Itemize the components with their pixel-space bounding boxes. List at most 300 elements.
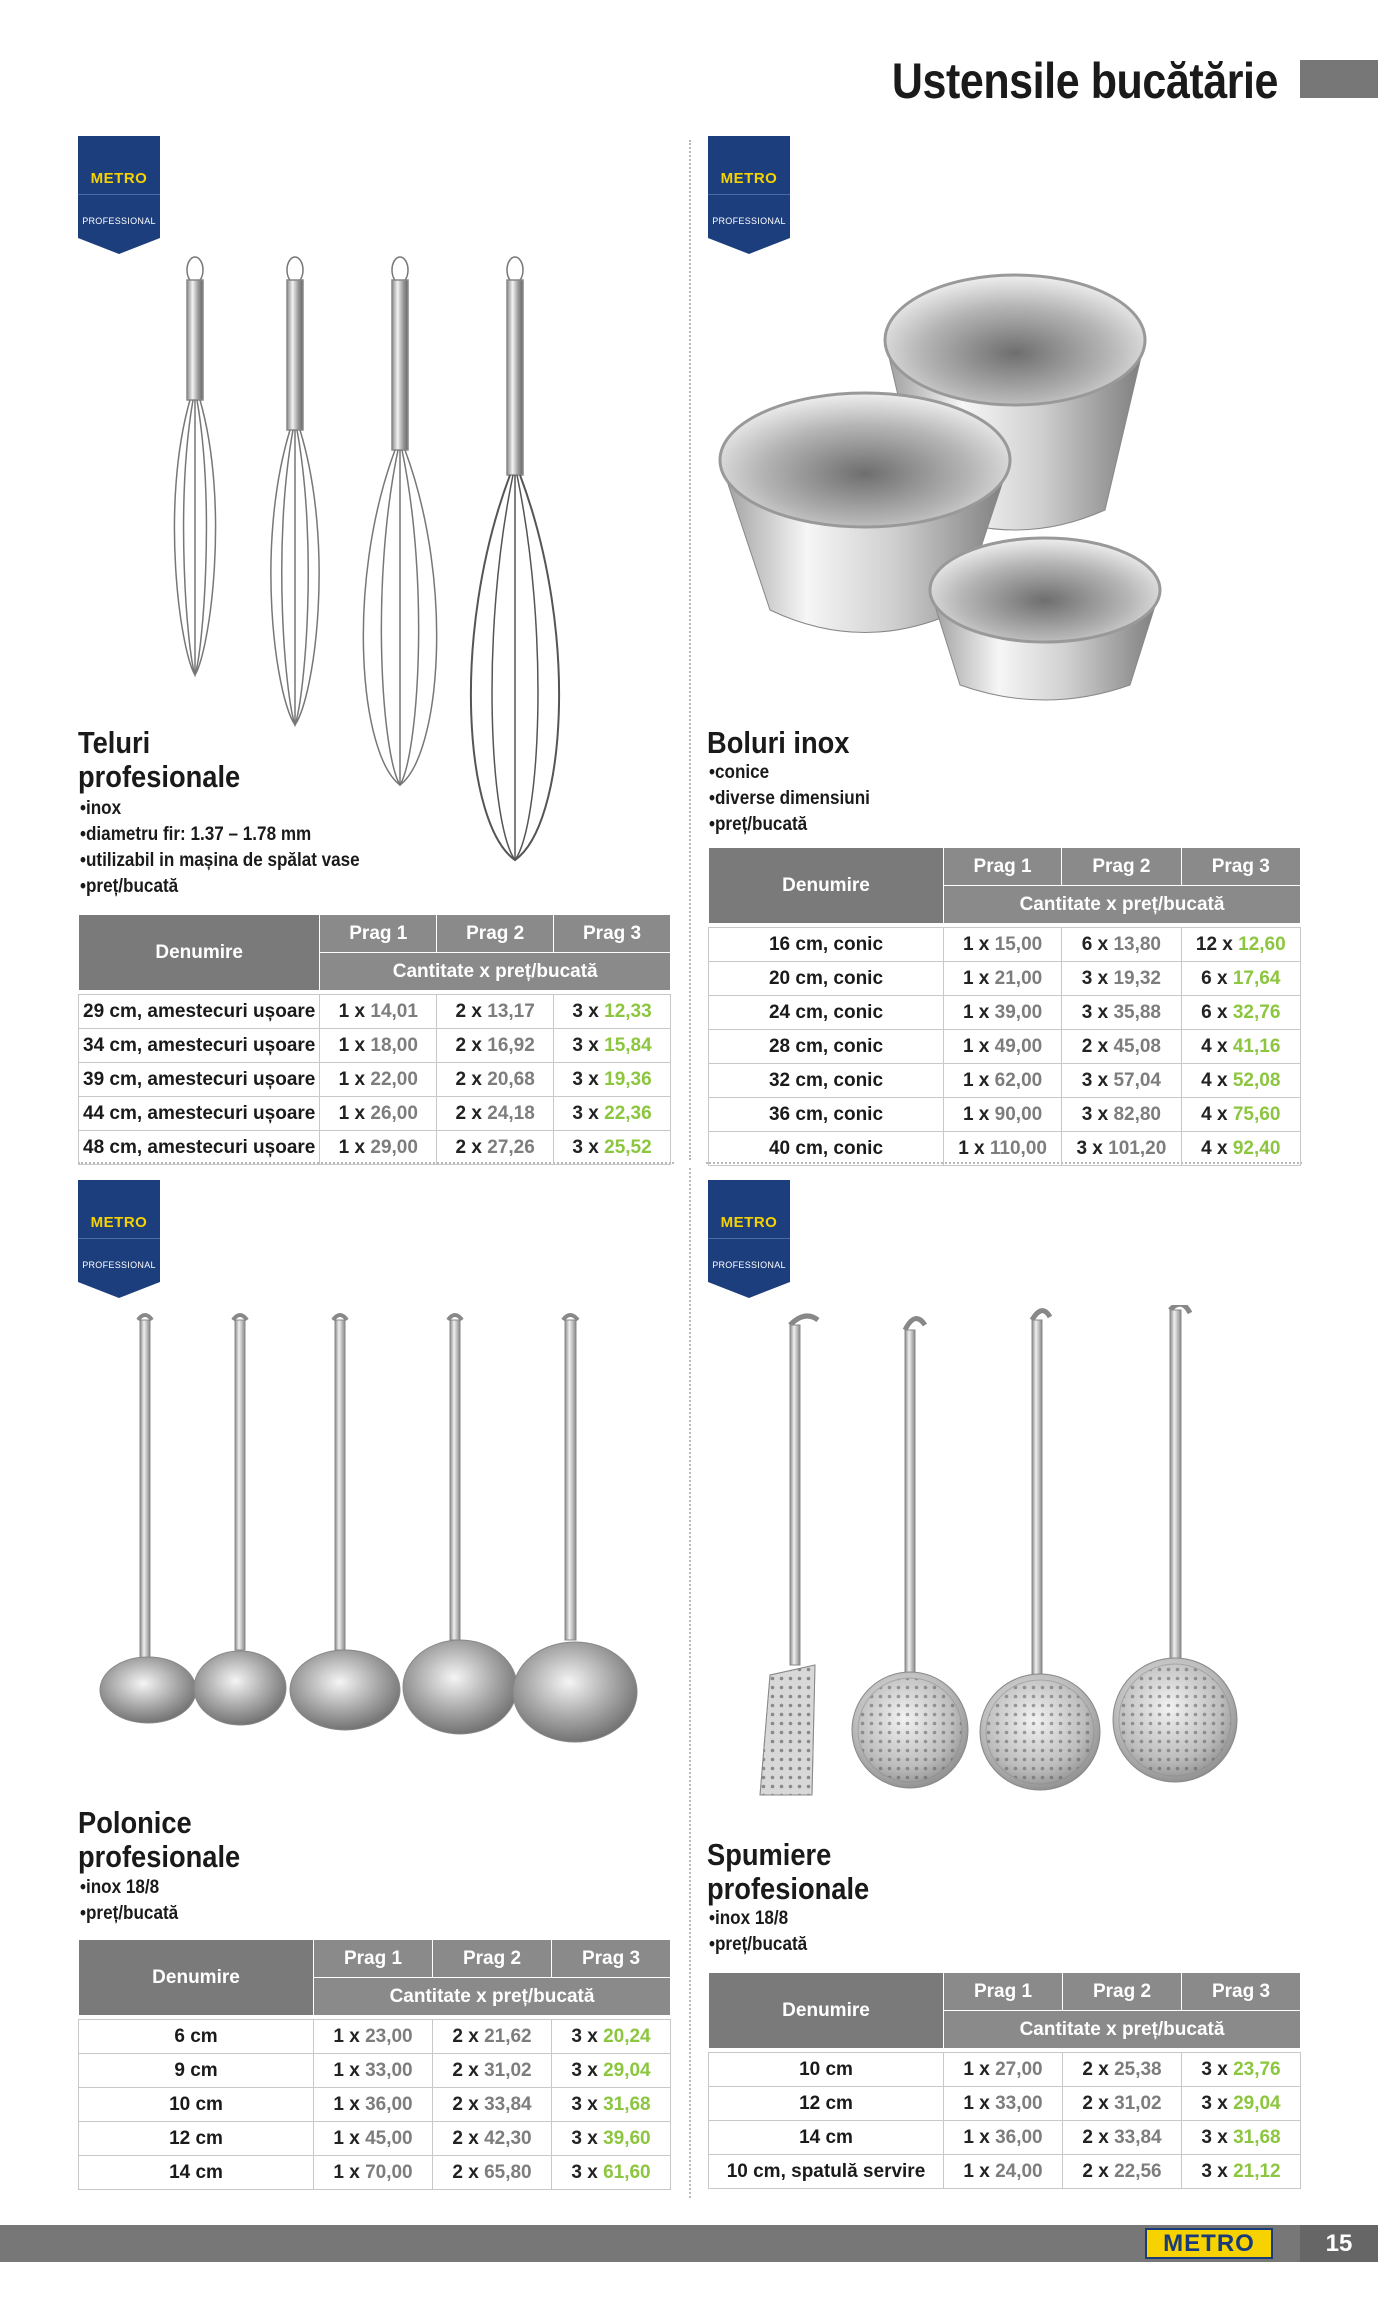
page-title: Ustensile bucătărie [891,53,1278,109]
quantity-text: 2 x [452,2161,479,2183]
tier1-price-cell [944,2053,1063,2087]
price-text: 24,00 [995,2160,1043,2182]
col-name-header: Denumire [79,1940,314,2016]
quantity-text: 1 x [333,2093,360,2115]
tier3-price-cell [1182,2155,1301,2189]
price-text: 20,68 [487,1068,535,1090]
tier1-price-cell [320,1063,437,1097]
quantity-text: 2 x [1082,2160,1109,2182]
price-text: 31,02 [484,2059,532,2081]
quantity-text: 2 x [452,2025,479,2047]
tier3-price-cell [1181,996,1300,1030]
table-row [709,2087,1301,2121]
tier3-header: Prag 3 [554,915,671,953]
table-row [709,1030,1301,1064]
tier3-price-cell [552,2020,671,2054]
tier2-header: Prag 2 [437,915,554,953]
price-text: 15,84 [604,1034,652,1056]
price-text: 39,60 [603,2127,651,2149]
tier2-price-cell [437,1097,554,1131]
product-name-cell: 48 cm, amestecuri ușoare [79,1131,320,1165]
product-name-cell: 28 cm, conic [709,1030,944,1064]
tier3-price-cell [552,2054,671,2088]
ladles-image [90,1310,670,1780]
price-text: 31,68 [603,2093,651,2115]
bowls-title-line1: Boluri inox [707,725,850,760]
price-text: 33,84 [1114,2126,1162,2148]
page-number: 15 [1300,2225,1378,2262]
price-text: 33,00 [995,2092,1043,2114]
tier3-price-cell [1181,1030,1300,1064]
feature-item: • preț/bucată [709,1932,807,1958]
table-row [79,1029,671,1063]
quantity-text: 3 x [572,1034,599,1056]
price-text: 18,00 [370,1034,418,1056]
quantity-text: 2 x [455,1136,482,1158]
tier2-price-cell [433,2156,552,2190]
badge-professional-text: PROFESSIONAL [82,216,156,226]
whisks-price-table [78,914,671,1165]
quantity-text: 3 x [571,2127,598,2149]
tier2-price-cell [1062,996,1181,1030]
quantity-text: 1 x [958,1137,985,1159]
ladles-price-table [78,1939,671,2190]
price-text: 17,64 [1232,967,1281,989]
tier1-price-cell [944,1132,1062,1166]
tier1-price-cell [944,962,1062,996]
tier3-price-cell [1182,2087,1301,2121]
tier3-header: Prag 3 [1181,848,1300,886]
quantity-text: 2 x [1082,2092,1109,2114]
quantity-text: 2 x [452,2059,479,2081]
quantity-text: 1 x [962,1069,990,1091]
quantity-text: 4 x [1201,1103,1228,1125]
price-text: 25,38 [1114,2058,1162,2080]
quantity-text: 1 x [962,1035,990,1057]
quantity-text: 2 x [1082,2126,1109,2148]
price-text: 19,36 [604,1068,652,1090]
product-name-cell: 12 cm [709,2087,944,2121]
price-text: 21,12 [1233,2160,1281,2182]
quantity-text: 3 x [1201,2092,1228,2114]
quantity-text: 3 x [571,2093,598,2115]
table-row [79,2156,671,2190]
price-text: 15,00 [994,933,1043,955]
price-text: 42,30 [484,2127,532,2149]
product-name-cell: 10 cm [79,2088,314,2122]
tier1-price-cell [320,995,437,1029]
table-row [79,2054,671,2088]
quantity-text: 2 x [455,1034,482,1056]
price-text: 13,80 [1113,933,1161,955]
price-text: 39,00 [994,1001,1043,1023]
quantity-text: 3 x [572,1136,599,1158]
quantity-text: 3 x [1201,2058,1228,2080]
tier3-price-cell [552,2156,671,2190]
price-text: 49,00 [994,1035,1043,1057]
product-name-cell: 40 cm, conic [709,1132,944,1166]
price-text: 22,00 [370,1068,418,1090]
tier2-price-cell [433,2088,552,2122]
quantity-text: 1 x [338,1034,366,1056]
table-row [709,1098,1301,1132]
quantity-text: 1 x [962,933,990,955]
quantity-text: 1 x [333,2059,360,2081]
quantity-text: 1 x [963,2126,990,2148]
table-row [709,2121,1301,2155]
price-text: 82,80 [1113,1103,1161,1125]
table-row [709,962,1301,996]
tier2-price-cell [437,1063,554,1097]
price-text: 16,92 [487,1034,535,1056]
table-row [709,996,1301,1030]
feature-item: • preț/bucată [80,874,360,900]
table-row [79,1131,671,1165]
quantity-text: 3 x [1201,2160,1228,2182]
col-name-header: Denumire [709,848,944,924]
col-name-header: Denumire [79,915,320,991]
tier1-price-cell [944,2155,1063,2189]
badge-professional-text: PROFESSIONAL [712,1260,786,1270]
quantity-text: 2 x [455,1000,482,1022]
product-name-cell: 39 cm, amestecuri ușoare [79,1063,320,1097]
table-row [709,1132,1301,1166]
whisks-title-line2: profesionale [78,759,241,794]
quantity-text: 4 x [1201,1069,1228,1091]
tier2-price-cell [437,1131,554,1165]
price-text: 23,76 [1233,2058,1281,2080]
tier2-price-cell [433,2122,552,2156]
tier1-header: Prag 1 [944,1973,1063,2011]
product-name-cell: 44 cm, amestecuri ușoare [79,1097,320,1131]
price-text: 33,00 [365,2059,413,2081]
skimmers-features [709,1906,807,1958]
price-text: 26,00 [370,1102,418,1124]
metro-professional-badge [78,1180,160,1298]
quantity-text: 3 x [571,2025,598,2047]
quantity-text: 3 x [572,1102,599,1124]
skimmers-image [750,1305,1270,1815]
tier3-price-cell [1181,1064,1300,1098]
tier1-price-cell [944,1098,1062,1132]
price-text: 36,00 [365,2093,413,2115]
product-name-cell: 36 cm, conic [709,1098,944,1132]
feature-item: • preț/bucată [709,812,870,838]
feature-item: • utilizabil in mașina de spălat vase [80,848,360,874]
tier3-price-cell [554,1097,671,1131]
ladles-title-line1: Polonice [78,1805,192,1840]
tier2-price-cell [1062,962,1181,996]
feature-item: • preț/bucată [80,1901,178,1927]
bowls-features [709,760,870,838]
skimmers-title-line1: Spumiere [707,1837,832,1872]
tier1-price-cell [320,1029,437,1063]
quantity-text: 1 x [333,2025,360,2047]
tier2-price-cell [1063,2087,1182,2121]
feature-item: • diverse dimensiuni [709,786,870,812]
metro-professional-badge [78,136,160,254]
ladles-features [80,1875,178,1927]
tier2-price-cell [1062,1064,1181,1098]
title-accent-bar [1300,60,1378,98]
quantity-text: 6 x [1201,967,1228,989]
price-text: 22,56 [1114,2160,1162,2182]
tier2-header: Prag 2 [1063,1973,1182,2011]
tier1-price-cell [944,2121,1063,2155]
tier2-price-cell [1063,2155,1182,2189]
tier1-price-cell [314,2156,433,2190]
tier3-price-cell [1181,1132,1300,1166]
ladles-title [78,1806,240,1874]
quantity-text: 3 x [572,1068,599,1090]
product-name-cell: 14 cm [79,2156,314,2190]
tier3-price-cell [552,2122,671,2156]
tier2-price-cell [433,2054,552,2088]
price-text: 24,18 [487,1102,535,1124]
table-row [79,995,671,1029]
quantity-text: 3 x [1081,1069,1109,1091]
price-text: 27,00 [995,2058,1043,2080]
price-text: 32,76 [1232,1001,1281,1023]
product-name-cell: 12 cm [79,2122,314,2156]
tier1-price-cell [314,2088,433,2122]
ladles-title-line2: profesionale [78,1839,241,1874]
quantity-text: 4 x [1201,1137,1228,1159]
price-text: 75,60 [1232,1103,1281,1125]
price-text: 13,17 [487,1000,535,1022]
tier3-header: Prag 3 [1182,1973,1301,2011]
tier1-price-cell [944,1064,1062,1098]
tier3-header: Prag 3 [552,1940,671,1978]
quantity-text: 1 x [338,1102,366,1124]
tier2-price-cell [437,1029,554,1063]
subheader: Cantitate x preț/bucată [944,886,1301,924]
quantity-text: 1 x [338,1000,366,1022]
table-row [79,1097,671,1131]
quantity-text: 3 x [571,2059,598,2081]
price-text: 12,60 [1238,933,1286,955]
product-name-cell: 10 cm [709,2053,944,2087]
badge-metro-text: METRO [720,170,778,187]
bowls-image [715,260,1295,710]
tier1-header: Prag 1 [314,1940,433,1978]
quantity-text: 2 x [455,1102,482,1124]
col-name-header: Denumire [709,1973,944,2049]
tier1-header: Prag 1 [320,915,437,953]
tier1-price-cell [944,996,1062,1030]
tier1-price-cell [314,2054,433,2088]
quantity-text: 1 x [962,1001,990,1023]
quantity-text: 1 x [963,2058,990,2080]
quantity-text: 2 x [452,2093,479,2115]
quantity-text: 3 x [1081,967,1109,989]
metro-professional-badge [708,136,790,254]
price-text: 41,16 [1232,1035,1281,1057]
feature-item: • diametru fir: 1.37 – 1.78 mm [80,822,360,848]
subheader: Cantitate x preț/bucată [944,2011,1301,2049]
tier1-price-cell [320,1131,437,1165]
price-text: 22,36 [604,1102,652,1124]
quantity-text: 3 x [1201,2126,1228,2148]
tier3-price-cell [1181,962,1300,996]
metro-professional-badge [708,1180,790,1298]
quantity-text: 1 x [333,2127,360,2149]
whisks-title-line1: Teluri [78,725,151,760]
price-text: 101,20 [1108,1137,1167,1159]
price-text: 31,68 [1233,2126,1281,2148]
tier1-price-cell [314,2122,433,2156]
tier1-price-cell [944,2087,1063,2121]
tier3-price-cell [554,995,671,1029]
tier3-price-cell [1182,2121,1301,2155]
bowls-title [707,726,849,760]
quantity-text: 6 x [1081,933,1109,955]
bowls-price-table [708,847,1301,1166]
vertical-divider [689,140,691,1160]
tier1-price-cell [320,1097,437,1131]
price-text: 25,52 [604,1136,652,1158]
tier3-price-cell [554,1063,671,1097]
quantity-text: 1 x [962,1103,990,1125]
product-name-cell: 32 cm, conic [709,1064,944,1098]
price-text: 57,04 [1113,1069,1161,1091]
price-text: 33,84 [484,2093,532,2115]
tier2-price-cell [1062,1132,1181,1166]
product-name-cell: 14 cm [709,2121,944,2155]
price-text: 21,00 [994,967,1043,989]
feature-item: • inox 18/8 [709,1906,807,1932]
quantity-text: 2 x [452,2127,479,2149]
price-text: 62,00 [994,1069,1043,1091]
quantity-text: 1 x [962,967,990,989]
price-text: 110,00 [989,1137,1047,1159]
table-row [709,2155,1301,2189]
product-name-cell: 10 cm, spatulă servire [709,2155,944,2189]
tier2-price-cell [1062,928,1181,962]
price-text: 36,00 [995,2126,1043,2148]
tier1-price-cell [314,2020,433,2054]
quantity-text: 1 x [338,1136,366,1158]
price-text: 45,08 [1113,1035,1161,1057]
badge-metro-text: METRO [720,1214,778,1231]
quantity-text: 3 x [1081,1103,1109,1125]
footer-bar [0,2225,1300,2262]
price-text: 14,01 [370,1000,418,1022]
tier1-header: Prag 1 [944,848,1062,886]
price-text: 19,32 [1113,967,1161,989]
table-row [709,2053,1301,2087]
quantity-text: 2 x [1082,2058,1109,2080]
price-text: 90,00 [994,1103,1043,1125]
vertical-divider [689,1168,691,2198]
quantity-text: 3 x [1081,1001,1109,1023]
price-text: 29,04 [603,2059,651,2081]
tier2-header: Prag 2 [1062,848,1181,886]
skimmers-title [707,1838,869,1906]
price-text: 45,00 [365,2127,413,2149]
tier3-price-cell [554,1131,671,1165]
price-text: 92,40 [1232,1137,1281,1159]
quantity-text: 4 x [1201,1035,1228,1057]
quantity-text: 2 x [455,1068,482,1090]
tier3-price-cell [1181,928,1300,962]
tier2-price-cell [1063,2053,1182,2087]
price-text: 20,24 [603,2025,651,2047]
table-row [709,1064,1301,1098]
feature-item: • inox [80,796,360,822]
tier2-price-cell [433,2020,552,2054]
price-text: 29,04 [1233,2092,1281,2114]
quantity-text: 1 x [963,2092,990,2114]
feature-item: • inox 18/8 [80,1875,178,1901]
product-name-cell: 6 cm [79,2020,314,2054]
product-name-cell: 9 cm [79,2054,314,2088]
product-name-cell: 16 cm, conic [709,928,944,962]
tier2-header: Prag 2 [433,1940,552,1978]
price-text: 35,88 [1113,1001,1161,1023]
quantity-text: 1 x [333,2161,360,2183]
subheader: Cantitate x preț/bucată [314,1978,671,2016]
price-text: 27,26 [487,1136,535,1158]
price-text: 12,33 [604,1000,652,1022]
tier2-price-cell [1062,1030,1181,1064]
quantity-text: 3 x [1076,1137,1103,1159]
price-text: 29,00 [370,1136,418,1158]
tier3-price-cell [552,2088,671,2122]
price-text: 23,00 [365,2025,413,2047]
quantity-text: 3 x [572,1000,599,1022]
quantity-text: 1 x [338,1068,366,1090]
tier1-price-cell [944,928,1062,962]
table-row [79,2088,671,2122]
product-name-cell: 29 cm, amestecuri ușoare [79,995,320,1029]
table-row [79,1063,671,1097]
price-text: 31,02 [1114,2092,1162,2114]
price-text: 65,80 [484,2161,532,2183]
quantity-text: 1 x [963,2160,990,2182]
price-text: 21,62 [484,2025,532,2047]
whisks-features [80,796,360,900]
table-row [709,928,1301,962]
tier1-price-cell [944,1030,1062,1064]
price-text: 70,00 [365,2161,413,2183]
skimmers-price-table [708,1972,1301,2189]
quantity-text: 3 x [571,2161,598,2183]
metro-logo [1145,2228,1273,2259]
skimmers-title-line2: profesionale [707,1871,870,1906]
product-name-cell: 24 cm, conic [709,996,944,1030]
tier2-price-cell [437,995,554,1029]
badge-professional-text: PROFESSIONAL [712,216,786,226]
whisks-title [78,726,240,794]
quantity-text: 6 x [1201,1001,1228,1023]
tier3-price-cell [1182,2053,1301,2087]
tier2-price-cell [1062,1098,1181,1132]
metro-logo-text: METRO [1163,2229,1255,2257]
table-row [79,2122,671,2156]
badge-metro-text: METRO [90,170,148,187]
tier3-price-cell [554,1029,671,1063]
quantity-text: 12 x [1195,933,1233,955]
tier2-price-cell [1063,2121,1182,2155]
table-row [79,2020,671,2054]
price-text: 52,08 [1232,1069,1281,1091]
badge-professional-text: PROFESSIONAL [82,1260,156,1270]
product-name-cell: 20 cm, conic [709,962,944,996]
tier3-price-cell [1181,1098,1300,1132]
feature-item: • conice [709,760,870,786]
product-name-cell: 34 cm, amestecuri ușoare [79,1029,320,1063]
